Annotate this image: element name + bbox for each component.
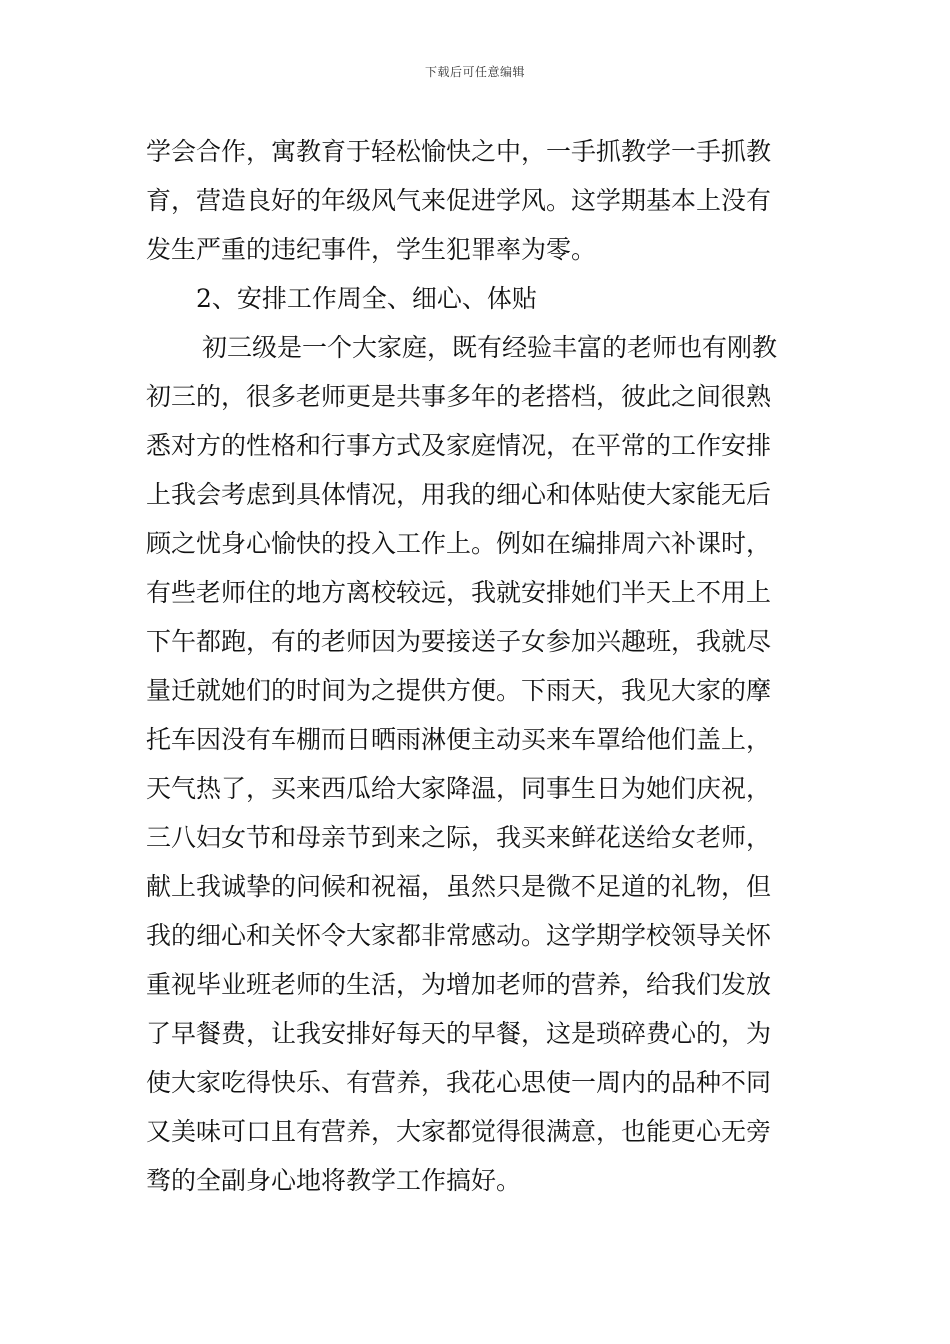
- text-line: 有些老师住的地方离校较远，我就安排她们半天上不用上: [146, 578, 772, 607]
- text-line: 上我会考虑到具体情况，用我的细心和体贴使大家能无后: [146, 480, 772, 509]
- text-line: 下午都跑，有的老师因为要接送子女参加兴趣班，我就尽: [146, 627, 772, 656]
- text-line: 三八妇女节和母亲节到来之际，我买来鲜花送给女老师，: [146, 823, 772, 852]
- text-line: 初三的，很多老师更是共事多年的老搭档，彼此之间很熟: [146, 382, 772, 411]
- text-line: 育，营造良好的年级风气来促进学风。这学期基本上没有: [146, 186, 772, 215]
- section-heading: 2、安排工作周全、细心、体贴: [196, 284, 537, 313]
- paragraph-first-line: 初三级是一个大家庭，既有经验丰富的老师也有刚教: [202, 333, 778, 362]
- text-line: 我的细心和关怀令大家都非常感动。这学期学校领导关怀: [146, 921, 772, 950]
- text-line: 量迁就她们的时间为之提供方便。下雨天，我见大家的摩: [146, 676, 772, 705]
- text-line: 献上我诚挚的问候和祝福，虽然只是微不足道的礼物，但: [146, 872, 772, 901]
- text-line: 重视毕业班老师的生活，为增加老师的营养，给我们发放: [146, 970, 772, 999]
- text-line: 骛的全副身心地将教学工作搞好。: [146, 1166, 522, 1195]
- text-line: 悉对方的性格和行事方式及家庭情况，在平常的工作安排: [146, 431, 772, 460]
- text-line: 天气热了，买来西瓜给大家降温，同事生日为她们庆祝，: [146, 774, 772, 803]
- text-line: 发生严重的违纪事件，学生犯罪率为零。: [146, 235, 597, 264]
- text-line: 了早餐费，让我安排好每天的早餐，这是琐碎费心的，为: [146, 1019, 772, 1048]
- text-line: 又美味可口且有营养，大家都觉得很满意，也能更心无旁: [146, 1117, 772, 1146]
- text-line: 顾之忧身心愉快的投入工作上。例如在编排周六补课时，: [146, 529, 772, 558]
- text-line: 学会合作，寓教育于轻松愉快之中，一手抓教学一手抓教: [146, 137, 772, 166]
- document-body: [146, 127, 810, 1205]
- text-line: 托车因没有车棚而日晒雨淋便主动买来车罩给他们盖上，: [146, 725, 772, 754]
- page-header-note: 下载后可任意编辑: [424, 65, 525, 79]
- text-line: 使大家吃得快乐、有营养，我花心思使一周内的品种不同: [146, 1068, 772, 1097]
